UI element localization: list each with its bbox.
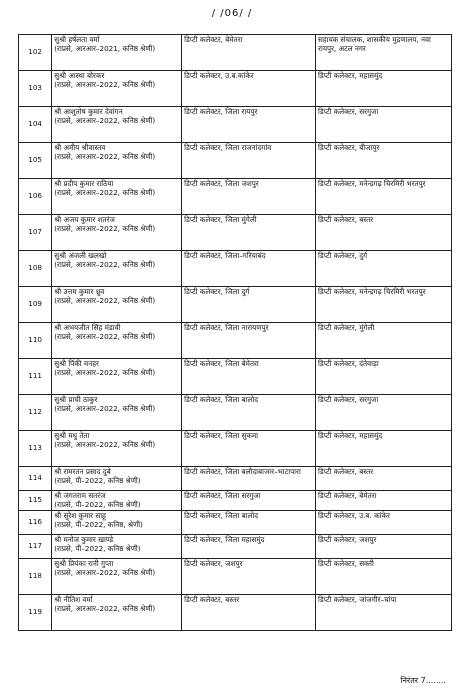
officer-cell [52, 251, 182, 287]
table-row [19, 71, 452, 107]
new-posting: डिप्टी कलेक्टर, मुंगेली [316, 323, 452, 359]
current-posting: डिप्टी कलेक्टर, जिला नारायणपुर [182, 323, 316, 359]
service-details: (राप्रसे, पी–2022, कनिष्ठ श्रेणी) [54, 499, 141, 509]
officer-cell [52, 559, 182, 595]
service-details: (राप्रसे, पी–2022, कनिष्ठ श्रेणी) [54, 475, 141, 485]
service-details: (राप्रसे, आरआर–2022, कनिष्ठ श्रेणी) [54, 187, 156, 197]
service-details: (राप्रसे, आरआर–2022, कनिष्ठ श्रेणी) [54, 403, 156, 413]
officer-cell [52, 535, 182, 559]
current-posting: डिप्टी कलेक्टर, बेमेतरा [182, 35, 316, 71]
officer-cell [52, 143, 182, 179]
service-details: (राप्रसे, पी–2022, कनिष्ठ श्रेणी) [54, 543, 141, 553]
officer-cell [52, 359, 182, 395]
serial-number: 111 [19, 359, 52, 395]
new-posting: डिप्टी कलेक्टर, बस्तर [316, 467, 452, 491]
officer-cell [52, 215, 182, 251]
officer-name: श्री जगतराम सतरंज [54, 491, 106, 500]
service-details: (राप्रसे, आरआर–2022, कनिष्ठ श्रेणी) [54, 603, 156, 613]
new-posting: डिप्टी कलेक्टर, दंतेवाड़ा [316, 359, 452, 395]
table-body [19, 35, 452, 631]
officer-name: श्री अमीय श्रीवास्तव [54, 143, 106, 152]
current-posting: डिप्टी कलेक्टर, जिला रायपुर [182, 107, 316, 143]
officer-cell [52, 179, 182, 215]
table-row [19, 359, 452, 395]
officer-name: श्री सुरेश कुमार साहू [54, 511, 106, 521]
service-details: (राप्रसे, आरआर–2021, कनिष्ठ श्रेणी) [54, 43, 156, 53]
current-posting: डिप्टी कलेक्टर, जिला बालोद [182, 511, 316, 535]
table-row [19, 395, 452, 431]
officer-name: श्री मनोज कुमार खाण्डे [54, 535, 114, 545]
new-posting: डिप्टी कलेक्टर, उ.ब. कांकेर [316, 511, 452, 535]
officer-cell [52, 395, 182, 431]
officer-name: श्री अजय कुमार शतरंज [54, 215, 115, 224]
table-row [19, 179, 452, 215]
service-details: (राप्रसे, आरआर–2022, कनिष्ठ श्रेणी) [54, 567, 156, 577]
officer-name: सुश्री अंजली खलखो [54, 251, 107, 260]
serial-number: 117 [19, 535, 52, 559]
current-posting: डिप्टी कलेक्टर, जिला राजनांदगांव [182, 143, 316, 179]
table-row [19, 491, 452, 511]
current-posting: डिप्टी कलेक्टर, जिला–गरियाबंद [182, 251, 316, 287]
current-posting: डिप्टी कलेक्टर, जिला महासमुंद [182, 535, 316, 559]
table-row [19, 143, 452, 179]
new-posting: डिप्टी कलेक्टर, महासमुंद [316, 71, 452, 107]
officer-cell [52, 491, 182, 511]
serial-number: 119 [19, 595, 52, 631]
service-details: (राप्रसे, आरआर–2022, कनिष्ठ श्रेणी) [54, 439, 156, 449]
officer-name: श्री रामरतन प्रसाद दुबे [54, 467, 111, 476]
page-number: / /06/ / [211, 8, 253, 19]
serial-number: 110 [19, 323, 52, 359]
service-details: (राप्रसे, आरआर–2022, कनिष्ठ श्रेणी) [54, 367, 156, 377]
officer-cell [52, 287, 182, 323]
table-row [19, 431, 452, 467]
service-details: (राप्रसे, आरआर–2022, कनिष्ठ श्रेणी) [54, 259, 156, 269]
serial-number: 108 [19, 251, 52, 287]
service-details: (राप्रसे, पी–2022, कनिष्ठ, श्रेणी) [54, 519, 143, 529]
officer-name: सुश्री आस्था बोरकर [54, 71, 105, 80]
current-posting: डिप्टी कलेक्टर, जिला बालोद [182, 395, 316, 431]
new-posting: डिप्टी कलेक्टर, जशपुर [316, 535, 452, 559]
table-row [19, 467, 452, 491]
service-details: (राप्रसे, आरआर–2022, कनिष्ठ श्रेणी) [54, 223, 156, 233]
service-details: (राप्रसे, आरआर–2022, कनिष्ठ श्रेणी) [54, 115, 156, 125]
service-details: (राप्रसे, आरआर–2022, कनिष्ठ श्रेणी) [54, 295, 156, 305]
officer-cell [52, 511, 182, 535]
new-posting: डिप्टी कलेक्टर, मनेन्द्रगढ़ चिरमिरी भरतपुर [316, 179, 452, 215]
officer-name: सुश्री मधु तेता [54, 431, 90, 440]
new-posting: डिप्टी कलेक्टर, दुर्ग [316, 251, 452, 287]
current-posting: डिप्टी कलेक्टर, उ.ब.कांकेर [182, 71, 316, 107]
continued-note: निरंतर 7........ [400, 676, 446, 685]
table-row [19, 287, 452, 323]
serial-number: 102 [19, 35, 52, 71]
service-details: (राप्रसे, आरआर–2022, कनिष्ठ श्रेणी) [54, 151, 156, 161]
serial-number: 115 [19, 491, 52, 511]
serial-number: 114 [19, 467, 52, 491]
new-posting: डिप्टी कलेक्टर, सरगुजा [316, 107, 452, 143]
serial-number: 113 [19, 431, 52, 467]
serial-number: 118 [19, 559, 52, 595]
officer-name: श्री आशुतोष कुमार देवांगन [54, 107, 123, 116]
table-row [19, 215, 452, 251]
officer-cell [52, 35, 182, 71]
officer-name: सुश्री प्रियंका रानी गुप्ता [54, 559, 114, 569]
table-row [19, 323, 452, 359]
service-details: (राप्रसे, आरआर–2022, कनिष्ठ श्रेणी) [54, 79, 156, 89]
table-row [19, 251, 452, 287]
officer-cell [52, 107, 182, 143]
new-posting: डिप्टी कलेक्टर, बेमेतरा [316, 491, 452, 511]
current-posting: डिप्टी कलेक्टर, जिला मुंगेली [182, 215, 316, 251]
officer-name: श्री अभयजीत सिंह मंडावी [54, 323, 121, 332]
serial-number: 116 [19, 511, 52, 535]
current-posting: डिप्टी कलेक्टर, बस्तर [182, 595, 316, 631]
table-row [19, 35, 452, 71]
new-posting: सहायक संचालक, शासकीय मुद्रणालय, नवा रायपुर, अटल नगर [316, 35, 452, 71]
new-posting: डिप्टी कलेक्टर, सक्ती [316, 559, 452, 595]
serial-number: 105 [19, 143, 52, 179]
current-posting: डिप्टी कलेक्टर, जिला सरगुजा [182, 491, 316, 511]
officer-cell [52, 323, 182, 359]
table-row [19, 559, 452, 595]
serial-number: 109 [19, 287, 52, 323]
serial-number: 107 [19, 215, 52, 251]
current-posting: डिप्टी कलेक्टर, जिला बलौदाबाजार–भाटापारा [182, 467, 316, 491]
table-row [19, 107, 452, 143]
officer-name: सुश्री पिंकी मनहर [54, 359, 99, 368]
service-details: (राप्रसे, आरआर–2022, कनिष्ठ श्रेणी) [54, 331, 156, 341]
new-posting: डिप्टी कलेक्टर, मनेन्द्रगढ़ चिरमिरी भरतपुर [316, 287, 452, 323]
officer-name: सुश्री हर्षलता वर्मा [54, 35, 100, 44]
current-posting: डिप्टी कलेक्टर, जिला दुर्ग [182, 287, 316, 323]
current-posting: डिप्टी कलेक्टर, जिला जशपुर [182, 179, 316, 215]
officer-name: सुश्री प्राची ठाकुर [54, 395, 98, 404]
current-posting: डिप्टी कलेक्टर, जशपुर [182, 559, 316, 595]
new-posting: डिप्टी कलेक्टर, बीजापुर [316, 143, 452, 179]
serial-number: 106 [19, 179, 52, 215]
serial-number: 112 [19, 395, 52, 431]
table-row [19, 535, 452, 559]
serial-number: 103 [19, 71, 52, 107]
officer-name: श्री उत्तम कुमार ध्रुव [54, 287, 105, 296]
officer-name: श्री प्रदीप कुमार राठिया [54, 179, 114, 188]
officer-cell [52, 71, 182, 107]
new-posting: डिप्टी कलेक्टर, सरगुजा [316, 395, 452, 431]
table-row [19, 595, 452, 631]
new-posting: डिप्टी कलेक्टर, महासमुंद [316, 431, 452, 467]
table-row [19, 511, 452, 535]
new-posting: डिप्टी कलेक्टर, बस्तर [316, 215, 452, 251]
new-posting: डिप्टी कलेक्टर, जांजगीर–चांपा [316, 595, 452, 631]
current-posting: डिप्टी कलेक्टर, जिला सुकमा [182, 431, 316, 467]
current-posting: डिप्टी कलेक्टर, जिला बेमेतरा [182, 359, 316, 395]
officer-cell [52, 467, 182, 491]
transfer-table [18, 34, 452, 631]
officer-name: श्री नीतिश वर्मा [54, 595, 93, 605]
officer-cell [52, 595, 182, 631]
serial-number: 104 [19, 107, 52, 143]
officer-cell [52, 431, 182, 467]
